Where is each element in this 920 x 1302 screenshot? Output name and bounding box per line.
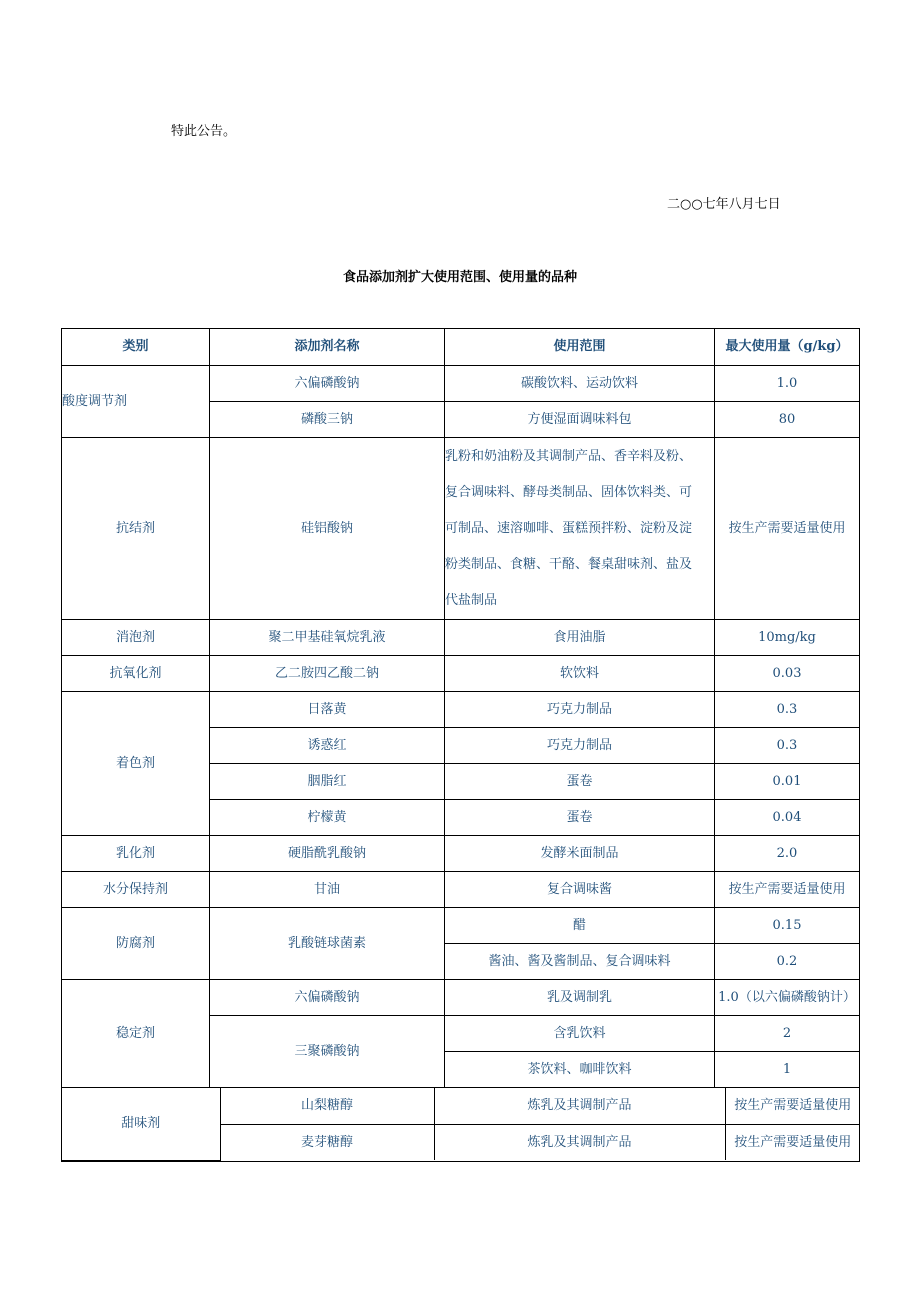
usage-scope-cell: 炼乳及其调制产品 bbox=[434, 1088, 725, 1124]
usage-scope-cell: 食用油脂 bbox=[445, 620, 715, 656]
usage-scope-cell: 乳及调制乳 bbox=[445, 980, 715, 1016]
table-row bbox=[62, 620, 860, 656]
additive-name-cell: 磷酸三钠 bbox=[210, 402, 445, 438]
usage-scope-cell: 炼乳及其调制产品 bbox=[434, 1124, 725, 1160]
category-cell: 乳化剂 bbox=[62, 836, 210, 872]
sweetener-section bbox=[62, 1088, 860, 1162]
usage-scope-line: 乳粉和奶油粉及其调制产品、香辛料及粉、 bbox=[445, 448, 693, 464]
header-additive-name: 添加剂名称 bbox=[210, 329, 445, 366]
usage-scope-cell: 蛋卷 bbox=[445, 764, 715, 800]
category-cell: 防腐剂 bbox=[62, 908, 210, 980]
usage-scope-cell: 醋 bbox=[445, 908, 715, 944]
additive-name-cell: 胭脂红 bbox=[210, 764, 445, 800]
date-text: 二○○七年八月七日 bbox=[667, 197, 781, 212]
max-usage-cell: 0.03 bbox=[715, 656, 860, 692]
usage-scope-cell: 软饮料 bbox=[445, 656, 715, 692]
additive-name-cell: 甘油 bbox=[210, 872, 445, 908]
category-cell: 甜味剂 bbox=[62, 1088, 220, 1160]
sweetener-subtable bbox=[62, 1088, 860, 1161]
additive-name-cell: 麦芽糖醇 bbox=[220, 1124, 434, 1160]
usage-scope-cell bbox=[445, 438, 715, 620]
max-usage-cell: 2.0 bbox=[715, 836, 860, 872]
header-category: 类别 bbox=[62, 329, 210, 366]
max-usage-cell: 按生产需要适量使用 bbox=[725, 1088, 860, 1124]
table-row bbox=[62, 980, 860, 1016]
table-row bbox=[62, 656, 860, 692]
usage-scope-cell: 含乳饮料 bbox=[445, 1016, 715, 1052]
category-cell: 稳定剂 bbox=[62, 980, 210, 1088]
table-header-row bbox=[62, 329, 860, 366]
notice-text: 特此公告。 bbox=[171, 124, 237, 139]
table-row bbox=[62, 836, 860, 872]
additive-name-cell: 三聚磷酸钠 bbox=[210, 1016, 445, 1088]
additive-name-cell: 山梨糖醇 bbox=[220, 1088, 434, 1124]
table-row bbox=[62, 1088, 860, 1124]
max-usage-cell: 1.0 bbox=[715, 366, 860, 402]
additive-name-cell: 乳酸链球菌素 bbox=[210, 908, 445, 980]
usage-scope-line: 复合调味料、酵母类制品、固体饮料类、可 bbox=[445, 484, 693, 500]
category-cell: 水分保持剂 bbox=[62, 872, 210, 908]
category-cell: 抗氧化剂 bbox=[62, 656, 210, 692]
category-cell: 消泡剂 bbox=[62, 620, 210, 656]
usage-scope-cell: 碳酸饮料、运动饮料 bbox=[445, 366, 715, 402]
additive-name-cell: 硬脂酰乳酸钠 bbox=[210, 836, 445, 872]
table-row bbox=[62, 1088, 860, 1162]
additive-name-cell: 硅铝酸钠 bbox=[210, 438, 445, 620]
category-cell: 酸度调节剂 bbox=[62, 366, 210, 438]
max-usage-cell: 0.04 bbox=[715, 800, 860, 836]
additive-name-cell: 聚二甲基硅氧烷乳液 bbox=[210, 620, 445, 656]
table-row bbox=[62, 438, 860, 620]
additive-name-cell: 诱惑红 bbox=[210, 728, 445, 764]
max-usage-cell: 按生产需要适量使用 bbox=[725, 1124, 860, 1160]
additive-name-cell: 六偏磷酸钠 bbox=[210, 980, 445, 1016]
table-row bbox=[62, 366, 860, 402]
usage-scope-cell: 方便湿面调味料包 bbox=[445, 402, 715, 438]
additive-name-cell: 柠檬黄 bbox=[210, 800, 445, 836]
category-cell: 抗结剂 bbox=[62, 438, 210, 620]
usage-scope-cell: 巧克力制品 bbox=[445, 728, 715, 764]
usage-scope-cell: 酱油、酱及酱制品、复合调味料 bbox=[445, 944, 715, 980]
additive-name-cell: 日落黄 bbox=[210, 692, 445, 728]
usage-scope-line: 可制品、速溶咖啡、蛋糕预拌粉、淀粉及淀 bbox=[445, 520, 693, 536]
usage-scope-cell: 巧克力制品 bbox=[445, 692, 715, 728]
max-usage-cell: 80 bbox=[715, 402, 860, 438]
max-usage-cell: 0.01 bbox=[715, 764, 860, 800]
additives-table bbox=[61, 328, 860, 1162]
usage-scope-line: 代盐制品 bbox=[445, 592, 498, 608]
max-usage-cell: 0.15 bbox=[715, 908, 860, 944]
max-usage-cell: 按生产需要适量使用 bbox=[715, 872, 860, 908]
additive-name-cell: 乙二胺四乙酸二钠 bbox=[210, 656, 445, 692]
usage-scope-line: 粉类制品、食糖、干酪、餐桌甜味剂、盐及 bbox=[445, 556, 693, 572]
max-usage-cell: 1 bbox=[715, 1052, 860, 1088]
header-max-usage: 最大使用量（g/kg） bbox=[715, 329, 860, 366]
additive-name-cell: 六偏磷酸钠 bbox=[210, 366, 445, 402]
usage-scope-cell: 蛋卷 bbox=[445, 800, 715, 836]
max-usage-cell: 10mg/kg bbox=[715, 620, 860, 656]
max-usage-cell: 0.3 bbox=[715, 728, 860, 764]
table-row bbox=[62, 872, 860, 908]
table-title: 食品添加剂扩大使用范围、使用量的品种 bbox=[342, 270, 577, 285]
max-usage-cell: 1.0（以六偏磷酸钠计） bbox=[715, 980, 860, 1016]
table-row bbox=[62, 908, 860, 944]
table-row bbox=[62, 692, 860, 728]
header-usage-scope: 使用范围 bbox=[445, 329, 715, 366]
max-usage-cell: 2 bbox=[715, 1016, 860, 1052]
max-usage-cell: 0.3 bbox=[715, 692, 860, 728]
usage-scope-cell: 复合调味酱 bbox=[445, 872, 715, 908]
category-cell: 着色剂 bbox=[62, 692, 210, 836]
max-usage-cell: 按生产需要适量使用 bbox=[715, 438, 860, 620]
usage-scope-cell: 茶饮料、咖啡饮料 bbox=[445, 1052, 715, 1088]
max-usage-cell: 0.2 bbox=[715, 944, 860, 980]
usage-scope-cell: 发酵米面制品 bbox=[445, 836, 715, 872]
